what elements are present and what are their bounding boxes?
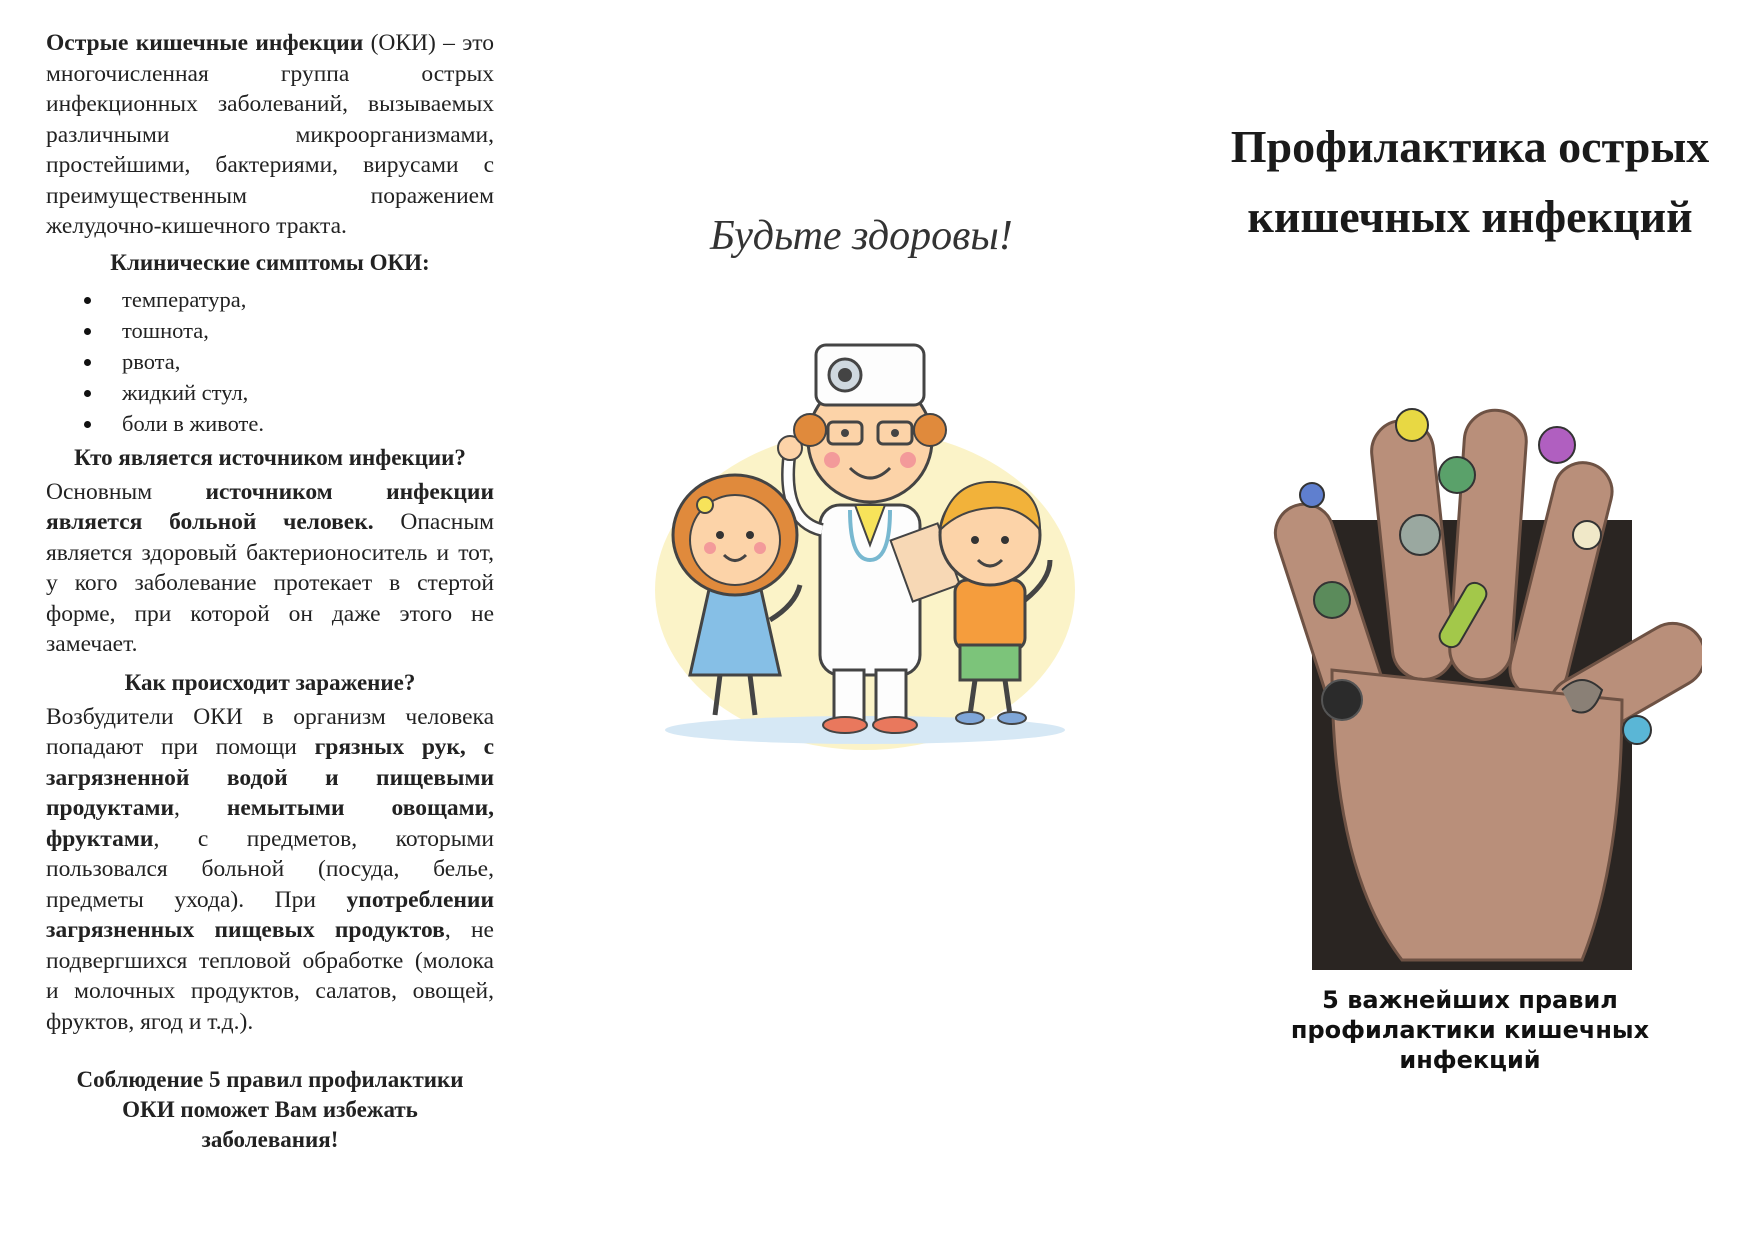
doctor-illustration: [650, 330, 1090, 750]
transmission-text-2: ,: [174, 795, 180, 821]
closing-statement: Соблюдение 5 правил профилактики ОКИ поможет Вам избежать заболевания!: [76, 1067, 464, 1152]
transmission-text-4: , не подвергшихся тепловой обработке (молока и молочных продуктов, салатов, овощей, фруктов, ягод и т.д.).: [46, 917, 494, 1035]
intro-term: Острые кишечные инфекции: [46, 30, 364, 56]
source-heading: Кто является источником инфекции?: [74, 444, 466, 470]
left-panel: [46, 0, 494, 1241]
symptoms-list: [46, 284, 494, 439]
cover-title: Профилактика острых кишечных инфекций: [1230, 121, 1710, 242]
intro-paragraph: [46, 28, 494, 242]
source-text: Опасным является здоровый бактерионоситель и тот, у кого заболевание протекает в стертой форме, при которой он даже этого не замечает.: [46, 509, 494, 657]
right-panel: [1230, 0, 1710, 1241]
source-lead: Основным: [46, 478, 153, 505]
symptom-item: жидкий стул,: [122, 377, 494, 408]
motto: Будьте здоровы!: [710, 213, 1013, 259]
symptom-item: тошнота,: [122, 315, 494, 346]
transmission-paragraph: [46, 702, 494, 1038]
transmission-bold-1: грязных рук, с загрязненной водой и пищевыми продуктами: [46, 734, 494, 821]
hand-germs-illustration: [1242, 400, 1702, 970]
source-paragraph: [46, 477, 494, 660]
transmission-heading: Как происходит заражение?: [124, 669, 416, 695]
middle-panel: [620, 0, 1120, 1241]
source-bold: источником инфекции является больной человек.: [46, 478, 494, 535]
rules-caption: 5 важнейших правил профилактики кишечных инфекций: [1290, 986, 1650, 1074]
transmission-bold-2: немытыми овощами, фруктами: [46, 795, 494, 852]
transmission-text-1: Возбудители ОКИ в организм человека попадают при помощи: [46, 703, 494, 760]
transmission-text-3: , с предметов, которыми пользовался больной (посуда, белье, предметы ухода). При: [46, 825, 494, 913]
symptom-item: температура,: [122, 284, 494, 315]
transmission-bold-3: употреблении загрязненных пищевых продуктов: [46, 886, 495, 943]
symptoms-heading: Клинические симптомы ОКИ:: [110, 249, 430, 275]
intro-text: (ОКИ) – это многочисленная группа острых инфекционных заболеваний, вызываемых различными микроорганизмами, простейшими, бактериями, вирусами с преимущественным поражением желудочно-кишечного тракта.: [46, 30, 494, 239]
symptom-item: боли в животе.: [122, 408, 494, 439]
symptom-item: рвота,: [122, 346, 494, 377]
